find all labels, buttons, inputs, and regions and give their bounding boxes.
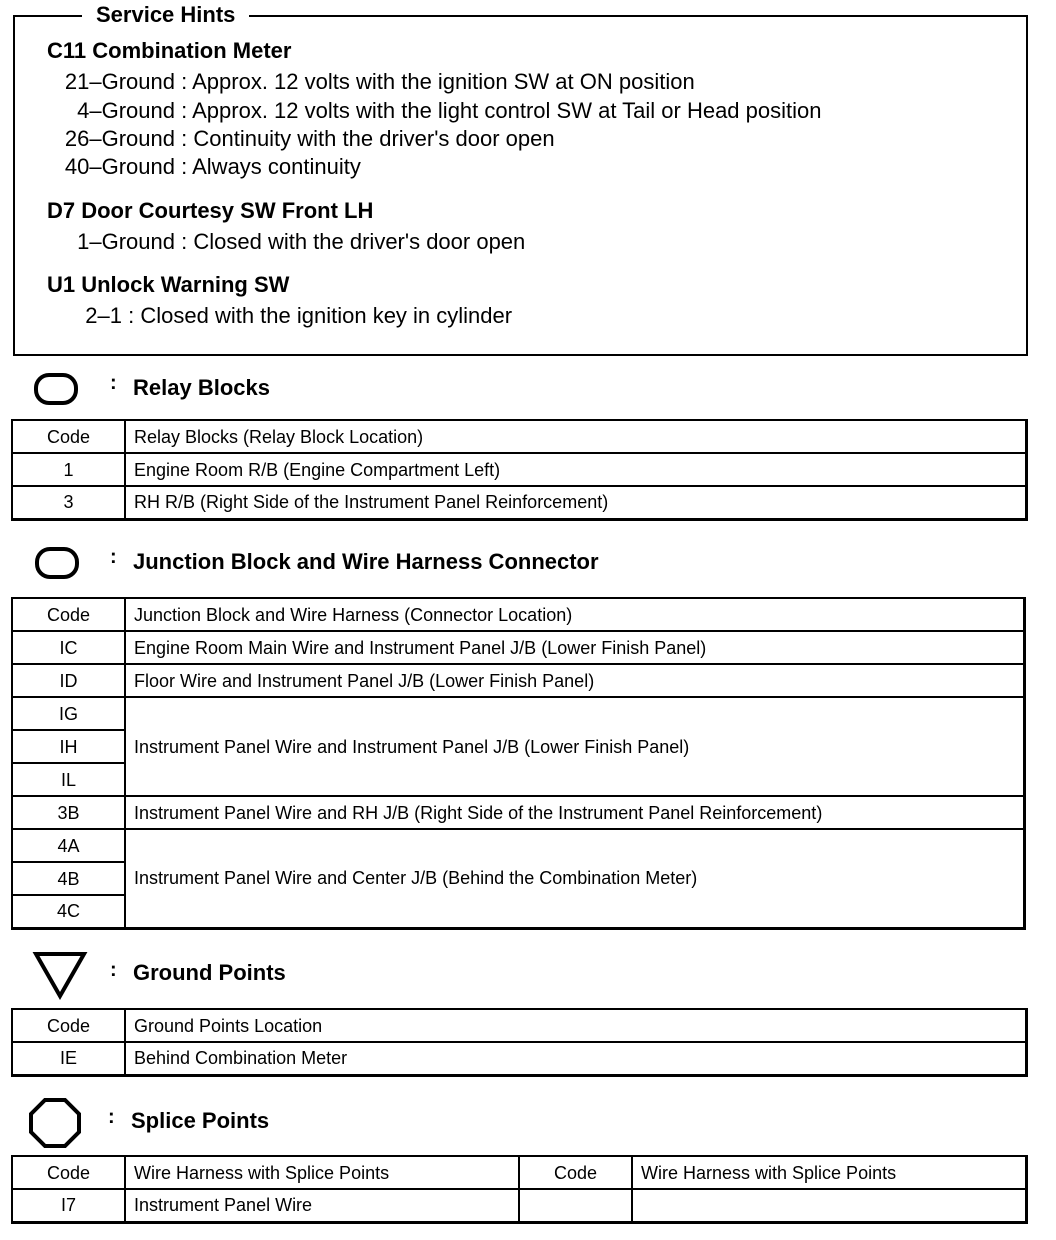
- hint-line: 21–Ground : Approx. 12 volts with the ignition SW at ON position: [55, 69, 695, 95]
- row-code: 4C: [12, 895, 125, 928]
- row-code: 1: [12, 453, 125, 486]
- header-code: Code: [12, 1156, 125, 1189]
- table-row: [12, 453, 1027, 486]
- row-desc: Engine Room R/B (Engine Compartment Left): [125, 453, 1027, 486]
- table-row: [12, 697, 1025, 730]
- hint-pin: 40–Ground: [64, 154, 175, 179]
- row-desc: Floor Wire and Instrument Panel J/B (Lower Finish Panel): [125, 664, 1025, 697]
- row-code: [519, 1189, 632, 1222]
- hint-text: Closed with the driver's door open: [193, 229, 526, 254]
- hint-pin: 26–Ground: [64, 126, 175, 151]
- table-row: [12, 631, 1025, 664]
- triangle-down-icon: [32, 950, 88, 1000]
- section-colon: :: [110, 546, 117, 568]
- hint-group-title: C11 Combination Meter: [47, 38, 292, 63]
- hint-text: Continuity with the driver's door open: [193, 126, 555, 151]
- section-title: Junction Block and Wire Harness Connector: [133, 549, 599, 574]
- hint-group-title: U1 Unlock Warning SW: [47, 272, 290, 297]
- hint-text: Approx. 12 volts with the light control SW at Tail or Head position: [192, 98, 822, 123]
- row-desc: Instrument Panel Wire and Center J/B (Behind the Combination Meter): [125, 829, 1025, 928]
- hint-pin: 2–1: [85, 303, 122, 328]
- header-code: Code: [12, 420, 125, 453]
- row-code: 3B: [12, 796, 125, 829]
- row-code: I7: [12, 1189, 125, 1222]
- hint-pin: 4–Ground: [77, 98, 175, 123]
- row-code: 3: [12, 486, 125, 519]
- junction-blocks-table: [11, 597, 1026, 930]
- row-desc: RH R/B (Right Side of the Instrument Panel Reinforcement): [125, 486, 1027, 519]
- hint-line: 1–Ground : Closed with the driver's door open: [55, 229, 525, 255]
- splice-points-table: [11, 1155, 1028, 1224]
- table-row: [12, 664, 1025, 697]
- hint-text: Closed with the ignition key in cylinder: [140, 303, 513, 328]
- header-code: Code: [12, 598, 125, 631]
- rounded-rectangle-icon: [34, 546, 80, 580]
- header-desc: Relay Blocks (Relay Block Location): [125, 420, 1027, 453]
- header-code: Code: [12, 1009, 125, 1042]
- rounded-rectangle-icon: [33, 372, 79, 406]
- table-row: [12, 1042, 1027, 1075]
- table-header-row: [12, 1156, 1027, 1189]
- table-row: [12, 796, 1025, 829]
- table-row: [12, 829, 1025, 862]
- row-code: IG: [12, 697, 125, 730]
- section-title: Ground Points: [133, 960, 286, 985]
- hint-text: Always continuity: [192, 154, 361, 179]
- row-code: IL: [12, 763, 125, 796]
- hint-text: Approx. 12 volts with the ignition SW at ON position: [192, 69, 695, 94]
- row-code: IE: [12, 1042, 125, 1075]
- row-code: 4B: [12, 862, 125, 895]
- table-header-row: [12, 420, 1027, 453]
- hint-line: 2–1 : Closed with the ignition key in cylinder: [55, 303, 512, 329]
- row-desc: Instrument Panel Wire and Instrument Panel J/B (Lower Finish Panel): [125, 697, 1025, 796]
- hint-group-title: D7 Door Courtesy SW Front LH: [47, 198, 374, 223]
- service-hints-title: Service Hints: [82, 2, 249, 28]
- hint-pin: 1–Ground: [77, 229, 175, 254]
- hint-line: 26–Ground : Continuity with the driver's door open: [55, 126, 555, 152]
- octagon-icon: [28, 1097, 82, 1149]
- relay-blocks-table: [11, 419, 1028, 521]
- row-code: 4A: [12, 829, 125, 862]
- section-colon: :: [110, 372, 117, 394]
- section-title: Splice Points: [131, 1108, 270, 1133]
- section-colon: :: [108, 1106, 115, 1128]
- hint-line: 4–Ground : Approx. 12 volts with the light control SW at Tail or Head position: [55, 98, 821, 124]
- row-code: IH: [12, 730, 125, 763]
- ground-points-table: [11, 1008, 1028, 1077]
- section-colon: :: [110, 959, 117, 981]
- hint-pin: 21–Ground: [64, 69, 175, 94]
- row-desc: Behind Combination Meter: [125, 1042, 1027, 1075]
- header-desc: Wire Harness with Splice Points: [125, 1156, 519, 1189]
- row-code: IC: [12, 631, 125, 664]
- header-desc: Junction Block and Wire Harness (Connector Location): [125, 598, 1025, 631]
- table-row: [12, 1189, 1027, 1222]
- section-title: Relay Blocks: [133, 375, 270, 400]
- row-desc: [632, 1189, 1027, 1222]
- row-desc: Engine Room Main Wire and Instrument Panel J/B (Lower Finish Panel): [125, 631, 1025, 664]
- table-header-row: [12, 598, 1025, 631]
- hint-line: 40–Ground : Always continuity: [55, 154, 361, 180]
- table-header-row: [12, 1009, 1027, 1042]
- row-desc: Instrument Panel Wire and RH J/B (Right Side of the Instrument Panel Reinforcement): [125, 796, 1025, 829]
- header-desc: Wire Harness with Splice Points: [632, 1156, 1027, 1189]
- table-row: [12, 486, 1027, 519]
- header-desc: Ground Points Location: [125, 1009, 1027, 1042]
- header-code: Code: [519, 1156, 632, 1189]
- row-desc: Instrument Panel Wire: [125, 1189, 519, 1222]
- row-code: ID: [12, 664, 125, 697]
